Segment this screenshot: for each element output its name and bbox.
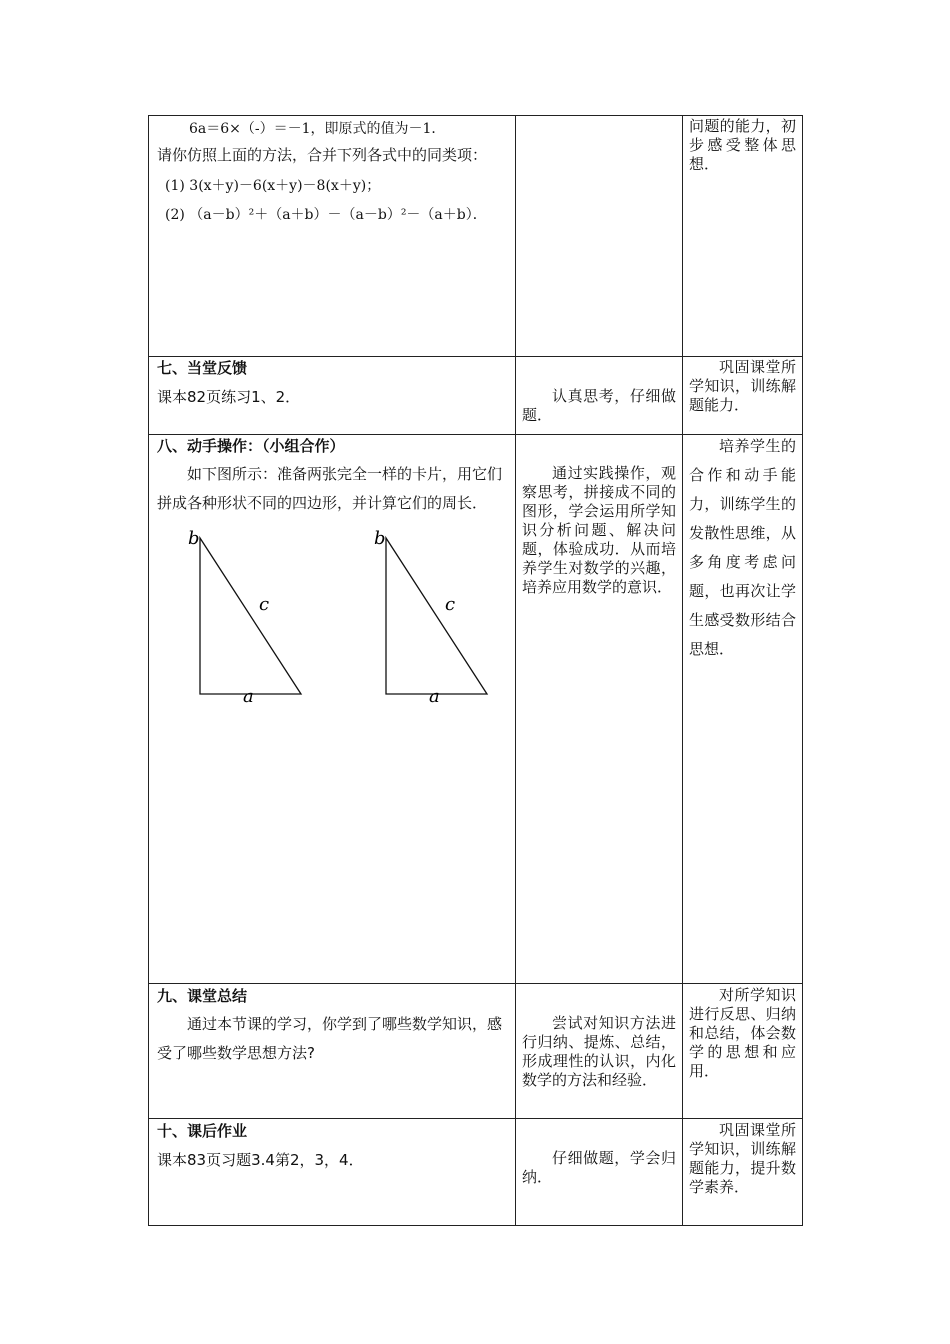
content-text: 课本83页习题3.4第2，3，4． <box>157 1151 364 1169</box>
student-activity-cell <box>516 984 683 1119</box>
design-intent-text: 巩固课堂所学知识，训练解题能力，提升数学素养． <box>689 1121 796 1196</box>
section-heading: 九、课堂总结 <box>157 987 248 1005</box>
label-b: b <box>374 528 386 549</box>
content-text: 如下图所示：准备两张完全一样的卡片，用它们拼成各种形状不同的四边形，并计算它们的周长． <box>157 465 503 512</box>
design-intent-cell <box>683 435 803 984</box>
row-hands-on <box>149 435 803 984</box>
row-feedback <box>149 357 803 435</box>
student-activity-text: 仔细做题，学会归纳． <box>522 1149 676 1186</box>
row-combine-terms <box>149 116 803 357</box>
content-cell <box>149 984 516 1119</box>
triangle-cards-figure <box>149 518 515 708</box>
content-text: 课本82页练习1、2． <box>157 388 301 406</box>
student-activity-cell <box>516 357 683 435</box>
triangle-card-1 <box>188 528 301 707</box>
label-c: c <box>259 594 270 615</box>
student-activity-cell <box>516 435 683 984</box>
design-intent-cell <box>683 984 803 1119</box>
design-intent-text: 培养学生的合作和动手能力，训练学生的发散性思维，从多角度考虑问题，也再次让学生感受数形结合思想． <box>689 437 796 658</box>
section-heading: 七、当堂反馈 <box>157 359 248 377</box>
section-heading: 八、动手操作：（小组合作） <box>157 437 345 455</box>
student-activity-text: 认真思考，仔细做题． <box>522 387 676 424</box>
content-cell <box>149 435 516 984</box>
design-intent-cell <box>683 357 803 435</box>
student-activity-cell <box>516 1119 683 1226</box>
label-b: b <box>188 528 200 549</box>
content-cell <box>149 357 516 435</box>
student-activity-text: 通过实践操作，观察思考，拼接成不同的图形，学会运用所学知识分析问题、解决问题，体验成功．从而培养学生对数学的兴趣，培养应用数学的意识． <box>522 464 676 596</box>
design-intent-text: 问题的能力，初步感受整体思想． <box>689 117 796 173</box>
exercise-item-2: (2) （a－b）²＋（a＋b）－（a－b）²－（a＋b）． <box>165 207 487 223</box>
instruction-text: 请你仿照上面的方法，合并下列各式中的同类项： <box>157 146 488 164</box>
design-intent-text: 巩固课堂所学知识，训练解题能力． <box>689 358 796 414</box>
example-result-line: 6a＝6×（-）＝－1，即原式的值为－1． <box>189 121 446 137</box>
label-c: c <box>445 594 456 615</box>
content-text: 通过本节课的学习，你学到了哪些数学知识，感受了哪些数学思想方法? <box>157 1015 503 1062</box>
exercise-item-1: (1) 3(x＋y)－6(x＋y)－8(x＋y)； <box>165 178 381 194</box>
triangle-card-2 <box>374 528 487 707</box>
design-intent-cell <box>683 116 803 357</box>
design-intent-text: 对所学知识进行反思、归纳和总结，体会数学的思想和应用． <box>689 986 796 1080</box>
row-homework <box>149 1119 803 1226</box>
section-heading: 十、课后作业 <box>157 1122 248 1140</box>
row-summary <box>149 984 803 1119</box>
content-cell <box>149 1119 516 1226</box>
student-activity-cell <box>516 116 683 357</box>
label-a: a <box>429 686 440 707</box>
student-activity-text: 尝试对知识方法进行归纳、提炼、总结，形成理性的认识，内化数学的方法和经验． <box>522 1014 676 1089</box>
lesson-plan-table <box>148 115 803 1226</box>
content-cell <box>149 116 516 357</box>
label-a: a <box>243 686 254 707</box>
design-intent-cell <box>683 1119 803 1226</box>
